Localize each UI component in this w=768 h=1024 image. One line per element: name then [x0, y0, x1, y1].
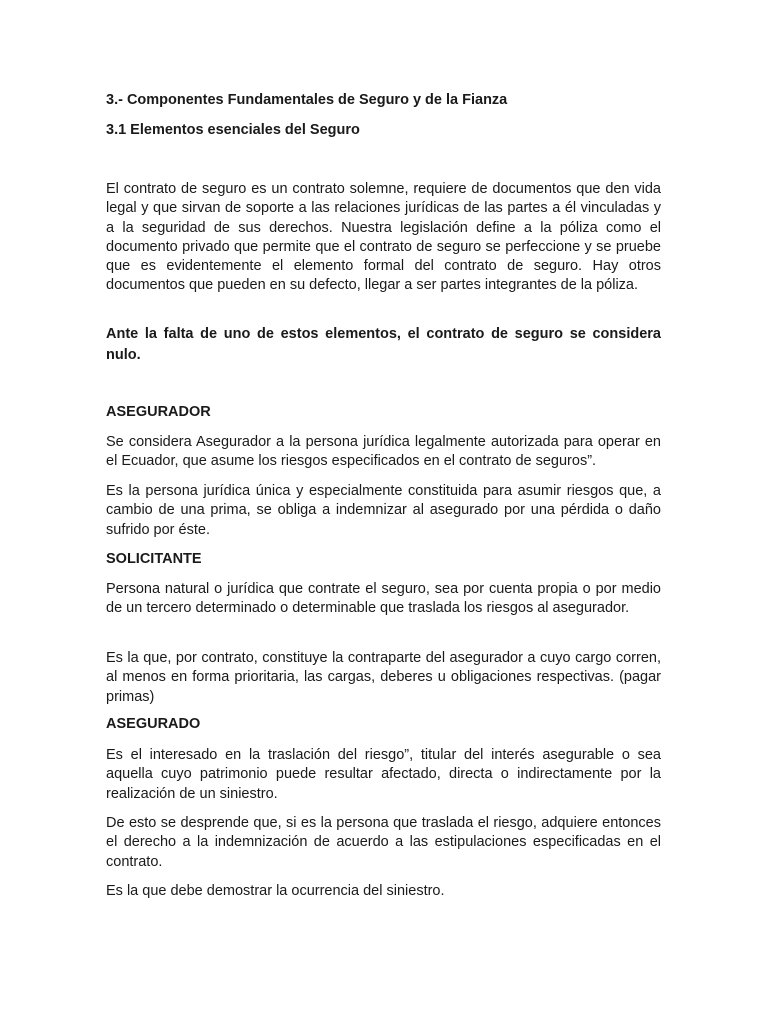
- asegurado-paragraph-1: Es el interesado en la traslación del riesgo”, titular del interés asegurable o sea aquella cuyo patrimonio puede resultar afectado, directa o indirectamente por la realización de un siniestro.: [106, 747, 661, 802]
- sub-heading: 3.1 Elementos esenciales del Seguro: [106, 122, 360, 138]
- solicitante-title: SOLICITANTE: [106, 551, 202, 567]
- bold-statement: Ante la falta de uno de estos elementos, el contrato de seguro se considera nulo.: [106, 326, 661, 363]
- asegurador-paragraph-2: Es la persona jurídica única y especialmente constituida para asumir riesgos que, a cambio de una prima, se obliga a indemnizar al asegurado por una pérdida o daño sufrido por éste.: [106, 483, 661, 538]
- asegurado-paragraph-2: De esto se desprende que, si es la persona que traslada el riesgo, adquiere entonces el derecho a la indemnización de acuerdo a las estipulaciones especificadas en el contrato.: [106, 815, 661, 870]
- solicitante-paragraph-1: Persona natural o jurídica que contrate el seguro, sea por cuenta propia o por medio de un tercero determinado o determinable que traslada los riesgos al asegurador.: [106, 581, 661, 617]
- asegurado-title: ASEGURADO: [106, 716, 201, 732]
- asegurador-paragraph-1: Se considera Asegurador a la persona jurídica legalmente autorizada para operar en el Ecuador, que asume los riesgos especificados en el contrato de seguros”.: [106, 434, 661, 470]
- intro-paragraph: El contrato de seguro es un contrato solemne, requiere de documentos que den vida legal y que sirvan de soporte a las relaciones jurídicas de las partes a él vinculadas y a la seguridad de sus derechos. Nuestra legislación define a la póliza como el documento privado que permite que el contrato de seguro se perfeccione y se pruebe que es evidentemente el elemento formal del contrato de seguro. Hay otros documentos que pueden en su defecto, llegar a ser partes integrantes de la póliza.: [106, 181, 661, 294]
- solicitante-paragraph-2: Es la que, por contrato, constituye la contraparte del asegurador a cuyo cargo corren, al menos en forma prioritaria, las cargas, deberes u obligaciones respectivas. (pagar primas): [106, 650, 661, 705]
- asegurado-paragraph-3: Es la que debe demostrar la ocurrencia del siniestro.: [106, 883, 445, 899]
- main-heading: 3.- Componentes Fundamentales de Seguro y de la Fianza: [106, 92, 508, 108]
- asegurador-title: ASEGURADOR: [106, 404, 211, 420]
